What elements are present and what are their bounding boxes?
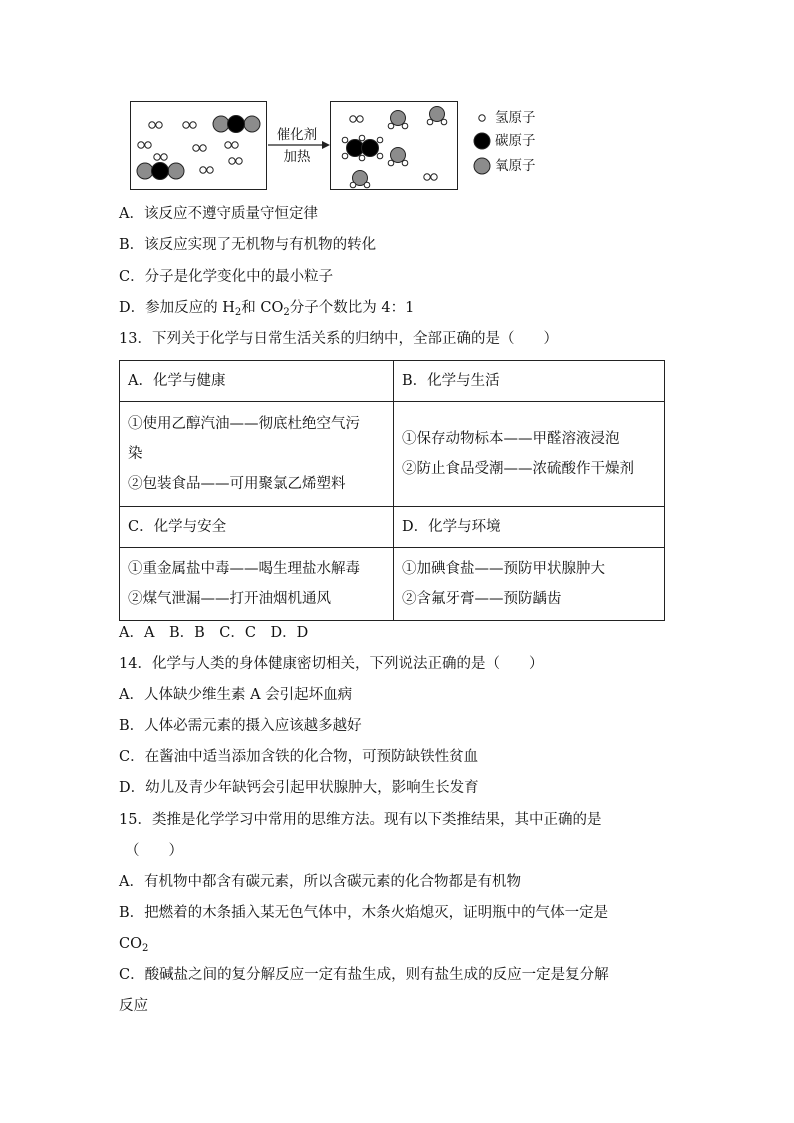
cell-c-head: C．化学与安全 [120,507,394,548]
q12-option-d: D．参加反应的 $H_2$和 $CO_2$分子个数比为 4：1 [119,300,415,318]
q14-stem: 14．化学与人类的身体健康密切相关，下列说法正确的是（ ） [119,656,544,672]
arrow-label-top: 催化剂 [276,127,318,143]
q12-option-c: C．分子是化学变化中的最小粒子 [119,269,334,285]
q15-option-a: A．有机物中都含有碳元素，所以含碳元素的化合物都是有机物 [119,874,521,890]
q15-option-c: C．酸碱盐之间的复分解反应一定有盐生成，则有盐生成的反应一定是复分解 [119,967,609,983]
q15-stem-paren: （ ） [125,843,183,859]
cell-b-body: ①保存动物标本——甲醛溶液浸泡 ②防止食品受潮——浓硫酸作干燥剂 [394,402,665,507]
cell-a-head: A．化学与健康 [120,361,394,402]
cell-d-head: D．化学与环境 [394,507,665,548]
q12-option-a: A．该反应不遵守质量守恒定律 [119,206,318,222]
q13-table [119,360,665,621]
cell-b-head: B．化学与生活 [394,361,665,402]
cell-a-body: ①使用乙醇汽油——彻底杜绝空气污 染 ②包装食品——可用聚氯乙烯塑料 [120,402,394,507]
q14-option-c: C．在酱油中适当添加含铁的化合物，可预防缺铁性贫血 [119,749,479,765]
q15-option-b: B．把燃着的木条插入某无色气体中，木条火焰熄灭，证明瓶中的气体一定是 [119,905,609,921]
molecule-drawing [0,0,794,200]
q13-options: A．A B．B C．C D．D [119,625,309,641]
q13-stem: 13．下列关于化学与日常生活关系的归纳中，全部正确的是（ ） [119,331,558,347]
cell-d-body: ①加碘食盐——预防甲状腺肿大 ②含氟牙膏——预防龋齿 [394,548,665,621]
legend-carbon: 碳原子 [495,133,536,149]
arrow-label-bottom: 加热 [283,149,311,165]
q15-option-b-cont: $CO_2$ [119,936,149,954]
q14-option-a: A．人体缺少维生素 A 会引起坏血病 [119,687,353,703]
q14-option-d: D．幼儿及青少年缺钙会引起甲状腺肿大，影响生长发育 [119,780,479,796]
legend-hydrogen: 氢原子 [495,110,536,126]
q12-option-b: B．该反应实现了无机物与有机物的转化 [119,237,377,253]
legend-oxygen: 氧原子 [495,158,536,174]
q14-option-b: B．人体必需元素的摄入应该越多越好 [119,718,362,734]
q15-option-c-cont: 反应 [119,998,148,1014]
q15-stem: 15．类推是化学学习中常用的思维方法。现有以下类推结果，其中正确的是 [119,812,602,828]
cell-c-body: ①重金属盐中毒——喝生理盐水解毒 ②煤气泄漏——打开油烟机通风 [120,548,394,621]
